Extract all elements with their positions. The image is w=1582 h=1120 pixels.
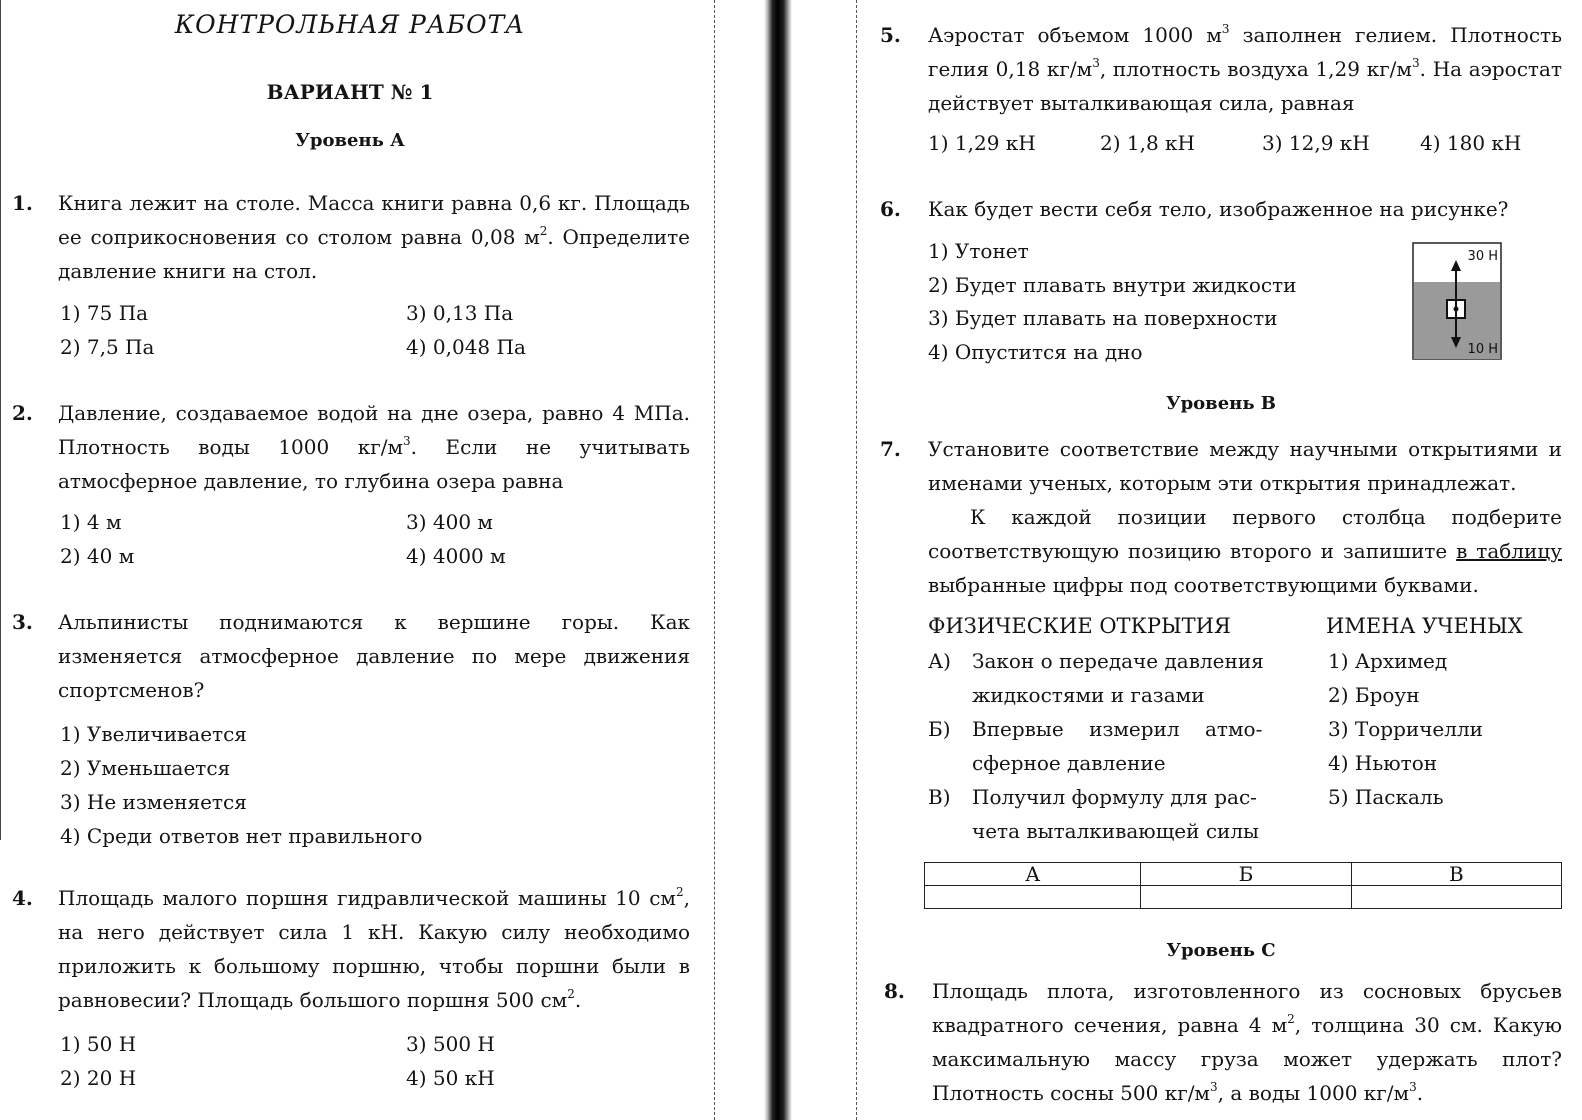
page-title: КОНТРОЛЬНАЯ РАБОТА xyxy=(174,10,526,39)
answer-table-header-b: Б xyxy=(1141,863,1351,886)
discovery-a-line-2: жидкостями и газами xyxy=(972,683,1205,707)
question-2-option-1: 1) 4 м xyxy=(60,510,122,534)
question-3-option-3: 3) Не изменяется xyxy=(60,790,247,814)
discovery-a-line-1: Закон о передаче давления xyxy=(972,649,1264,673)
variant-heading: ВАРИАНТ № 1 xyxy=(266,80,434,104)
scientists-column-heading: ИМЕНА УЧЕНЫХ xyxy=(1326,614,1523,638)
discoveries-column-heading: ФИЗИЧЕСКИЕ ОТКРЫТИЯ xyxy=(928,614,1231,638)
question-5-number: 5. xyxy=(880,23,901,47)
question-1-text: Книга лежит на столе. Масса книги равна 0,6 кг. Площадь ее соприкосновения со столом равна 0,08 $м^2$. Определите давление книги на стол. xyxy=(58,191,691,283)
question-2-option-3: 3) 400 м xyxy=(406,510,493,534)
question-4-option-1: 1) 50 Н xyxy=(60,1032,137,1056)
discovery-b-line-2: сферное давление xyxy=(972,751,1166,775)
answer-cell-v[interactable] xyxy=(1351,886,1561,909)
question-4-option-4: 4) 50 кН xyxy=(406,1066,495,1090)
question-5-option-2: 2) 1,8 кН xyxy=(1100,131,1195,155)
answer-table-header-a: А xyxy=(925,863,1141,886)
scientist-5: 5) Паскаль xyxy=(1328,785,1444,809)
discovery-v-line-2: чета выталкивающей силы xyxy=(972,819,1259,843)
question-5-option-3: 3) 12,9 кН xyxy=(1262,131,1370,155)
discovery-v-line-1: Получил формулу для рас- xyxy=(972,785,1257,809)
question-6-number: 6. xyxy=(880,197,901,221)
question-2-option-2: 2) 40 м xyxy=(60,544,135,568)
question-6-text: Как будет вести себя тело, изображенное на рисунке? xyxy=(928,197,1509,221)
answer-table-entry-row xyxy=(925,886,1562,909)
question-8-number: 8. xyxy=(884,979,905,1003)
force-up-label: 30 Н xyxy=(1467,249,1498,264)
question-1-option-3: 3) 0,13 Па xyxy=(406,301,514,325)
question-2-number: 2. xyxy=(12,401,33,425)
discovery-letter-b: Б) xyxy=(928,717,951,741)
discovery-letter-a: А) xyxy=(928,649,951,673)
left-page xyxy=(0,0,730,1120)
level-c-heading: Уровень С xyxy=(1166,940,1276,961)
question-4-option-2: 2) 20 Н xyxy=(60,1066,137,1090)
question-4-option-3: 3) 500 Н xyxy=(406,1032,495,1056)
body-in-liquid-figure xyxy=(1412,242,1502,360)
scientist-2: 2) Броун xyxy=(1328,683,1420,707)
question-1-option-2: 2) 7,5 Па xyxy=(60,335,155,359)
question-3-option-2: 2) Уменьшается xyxy=(60,756,231,780)
scientist-3: 3) Торричелли xyxy=(1328,717,1483,741)
right-page xyxy=(860,0,1582,1120)
question-4-text: Площадь малого поршня гидравлической машины 10 $см^2$, на него действует сила 1 кН. Какую силу необходимо приложить к большому поршню, чтобы поршни были в равновесии? Площадь большого поршня 500 $см^2$. xyxy=(58,885,690,1012)
force-down-label: 10 Н xyxy=(1467,342,1498,357)
discovery-b-line-1: Впервые измерил атмо- xyxy=(972,717,1263,741)
answer-table-header-row xyxy=(925,863,1562,886)
question-3-number: 3. xyxy=(12,610,33,634)
answer-table-header-v: В xyxy=(1351,863,1561,886)
scientist-4: 4) Ньютон xyxy=(1328,751,1438,775)
question-7-number: 7. xyxy=(880,437,901,461)
question-7-text: Установите соответствие между научными открытиями и именами ученых, которым эти открытия принадлежат. xyxy=(928,437,1562,495)
discovery-letter-v: В) xyxy=(928,785,951,809)
question-4-number: 4. xyxy=(12,886,33,910)
question-2-option-4: 4) 4000 м xyxy=(406,544,506,568)
question-3-text: Альпинисты поднимаются к вершине горы. Как изменяется атмосферное давление по мере движения спортсменов? xyxy=(58,610,690,702)
answer-cell-b[interactable] xyxy=(1141,886,1351,909)
question-6-option-3: 3) Будет плавать на поверхности xyxy=(928,306,1278,330)
question-1-number: 1. xyxy=(12,191,33,215)
level-a-heading: Уровень А xyxy=(295,130,405,151)
question-7-instruction: К каждой позиции первого столбца подберите соответствующую позицию второго и запишите в таблицу выбранные цифры под соответствующими буквами. xyxy=(928,505,1562,597)
question-5-option-1: 1) 1,29 кН xyxy=(928,131,1036,155)
question-1-option-1: 1) 75 Па xyxy=(60,301,149,325)
question-6-option-1: 1) Утонет xyxy=(928,239,1029,263)
question-5-option-4: 4) 180 кН xyxy=(1420,131,1522,155)
question-6-option-4: 4) Опустится на дно xyxy=(928,340,1143,364)
answer-table xyxy=(924,862,1562,909)
question-3-option-4: 4) Среди ответов нет правильного xyxy=(60,824,423,848)
question-2-text: Давление, создаваемое водой на дне озера, равно 4 МПа. Плотность воды 1000 $кг/м^3$. Если не учитывать атмосферное давление, то глубина озера равна xyxy=(58,401,690,493)
answer-cell-a[interactable] xyxy=(925,886,1141,909)
question-8-text: Площадь плота, изготовленного из сосновых брусьев квадратного сечения, равна 4 $м^2$, толщина 30 см. Какую максимальную массу груза может удержать плот? Плотность сосны 500 $кг/м^3$, а воды 1000 $кг/м^3$. xyxy=(932,979,1562,1105)
question-1-option-4: 4) 0,048 Па xyxy=(406,335,526,359)
book-spine xyxy=(764,0,792,1120)
level-b-heading: Уровень В xyxy=(1165,393,1277,414)
question-5-text: Аэростат объемом 1000 $м^3$ заполнен гелием. Плотность гелия 0,18 $кг/м^3$, плотность воздуха 1,29 $кг/м^3$. На аэростат действует выталкивающая сила, равная xyxy=(928,22,1562,115)
question-3-option-1: 1) Увеличивается xyxy=(60,722,247,746)
cut-line-right xyxy=(856,0,857,1120)
scientist-1: 1) Архимед xyxy=(1328,649,1448,673)
question-6-option-2: 2) Будет плавать внутри жидкости xyxy=(928,273,1297,297)
